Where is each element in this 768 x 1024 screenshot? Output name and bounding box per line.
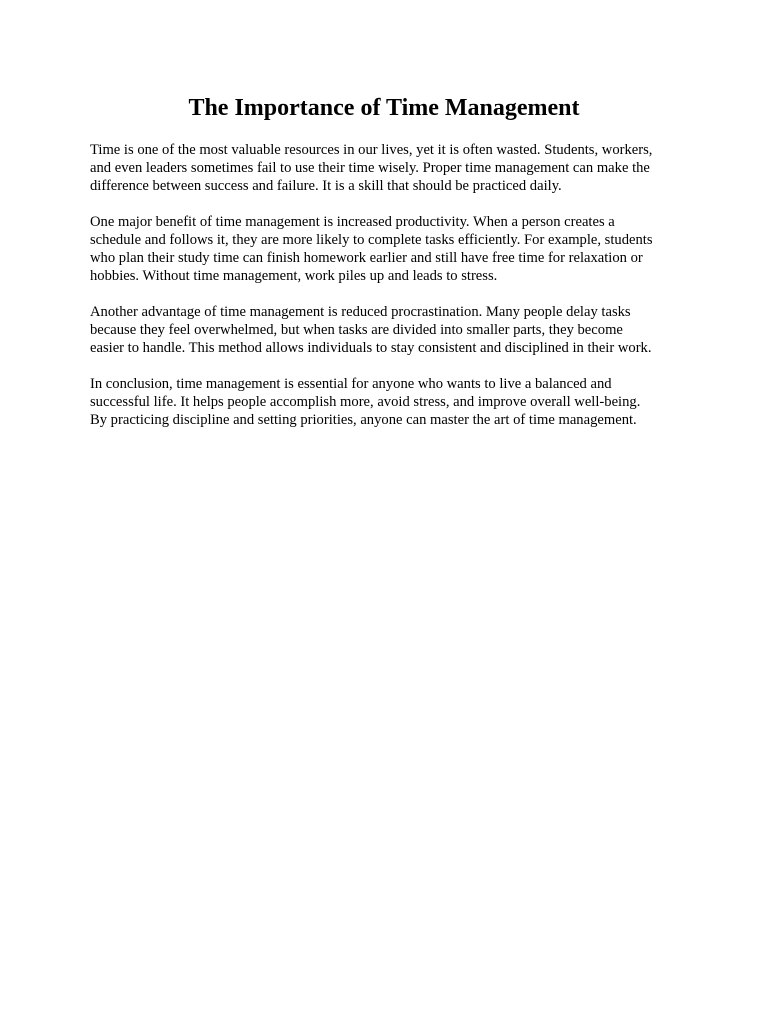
paragraph-line: Another advantage of time management is reduced procrastination. Many people delay tasks [90, 304, 631, 320]
document-title: The Importance of Time Management [188, 95, 580, 121]
paragraph-line: schedule and follows it, they are more likely to complete tasks efficiently. For example, students [90, 232, 653, 248]
paragraph-line: hobbies. Without time management, work piles up and leads to stress. [90, 268, 498, 284]
paragraph-line: One major benefit of time management is increased productivity. When a person creates a [90, 214, 615, 230]
paragraph-line: difference between success and failure. It is a skill that should be practiced daily. [90, 178, 562, 194]
paragraph-procrastination [90, 303, 690, 357]
paragraph-line: easier to handle. This method allows individuals to stay consistent and disciplined in their work. [90, 340, 652, 356]
paragraph-productivity [90, 213, 690, 285]
paragraph-line: because they feel overwhelmed, but when tasks are divided into smaller parts, they become [90, 322, 623, 338]
paragraph-intro [90, 141, 690, 195]
paragraph-line: successful life. It helps people accomplish more, avoid stress, and improve overall well-being. [90, 394, 641, 410]
paragraph-line: In conclusion, time management is essential for anyone who wants to live a balanced and [90, 376, 612, 392]
paragraph-line: and even leaders sometimes fail to use their time wisely. Proper time management can make the [90, 160, 650, 176]
paragraph-line: By practicing discipline and setting priorities, anyone can master the art of time management. [90, 412, 637, 428]
document-body [90, 141, 690, 447]
paragraph-line: who plan their study time can finish homework earlier and still have free time for relaxation or [90, 250, 643, 266]
paragraph-line: Time is one of the most valuable resources in our lives, yet it is often wasted. Students, workers, [90, 142, 653, 158]
paragraph-conclusion [90, 375, 690, 429]
